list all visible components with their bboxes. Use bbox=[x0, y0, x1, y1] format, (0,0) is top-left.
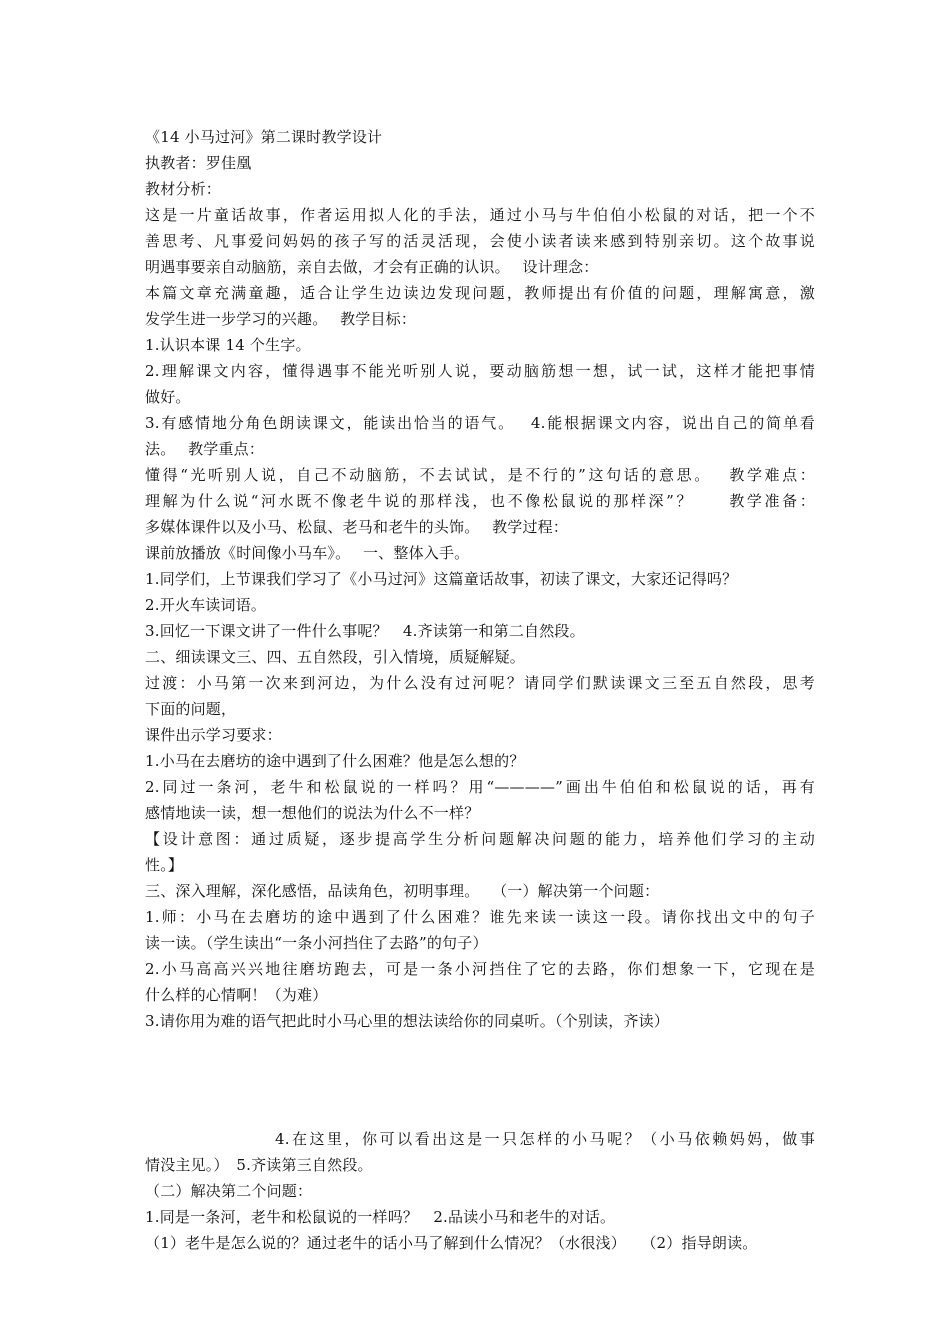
list-item: 2.理解课文内容，懂得遇事不能光听别人说，要动脑筋想一想，试一试，这样才能把事情 bbox=[145, 362, 815, 380]
list-item: 2.同过一条河，老牛和松鼠说的一样吗？用“————”画出牛伯伯和松鼠说的话，再有 bbox=[145, 778, 815, 796]
text-line: 多媒体课件以及小马、松鼠、老马和老牛的头饰。 教学过程： bbox=[145, 518, 569, 536]
list-item: 1.同学们，上节课我们学习了《小马过河》这篇童话故事，初读了课文，大家还记得吗？ bbox=[145, 570, 738, 588]
text-line: 发学生进一步学习的兴趣。 教学目标： bbox=[145, 310, 417, 328]
text-line: 下面的问题， bbox=[145, 700, 237, 718]
section-heading: 二、细读课文三、四、五自然段，引入情境，质疑解疑。 bbox=[145, 648, 526, 666]
list-item: 1.小马在去磨坊的途中遇到了什么困难？他是怎么想的？ bbox=[145, 752, 525, 770]
text-line: 明遇事要亲自动脑筋，亲自去做，才会有正确的认识。 设计理念： bbox=[145, 258, 599, 276]
text-line: 这是一片童话故事，作者运用拟人化的手法，通过小马与牛伯伯小松鼠的对话，把一个不 bbox=[145, 206, 815, 224]
list-item: 3.有感情地分角色朗读课文，能读出恰当的语气。 4.能根据课文内容，说出自己的简单看 bbox=[145, 414, 815, 432]
list-item: 1.师：小马在去磨坊的途中遇到了什么困难？谁先来读一读这一段。请你找出文中的句子 bbox=[145, 908, 815, 926]
list-item: 2.开火车读词语。 bbox=[145, 596, 267, 614]
text-line: 什么样的心情啊！（为难） bbox=[145, 986, 328, 1004]
text-line: 过渡：小马第一次来到河边，为什么没有过河呢？请同学们默读课文三至五自然段，思考 bbox=[145, 674, 815, 692]
text-line: 本篇文章充满童趣，适合让学生边读边发现问题，教师提出有价值的问题，理解寓意，激 bbox=[145, 284, 815, 302]
list-item: 1.认识本课 14 个生字。 bbox=[145, 336, 311, 354]
list-item: （1）老牛是怎么说的？通过老牛的话小马了解到什么情况？（水很浅） （2）指导朗读。 bbox=[145, 1234, 758, 1252]
text-line: 善思考、凡事爱问妈妈的孩子写的活灵活现，会使小读者读来感到特别亲切。这个故事说 bbox=[145, 232, 815, 250]
text-line: 性。】 bbox=[145, 856, 184, 874]
list-item: 3.回忆一下课文讲了一件什么事呢？ 4.齐读第一和第二自然段。 bbox=[145, 622, 585, 640]
text-line: 法。 教学重点： bbox=[145, 440, 265, 458]
list-item: 3.请你用为难的语气把此时小马心里的想法读给你的同桌听。（个别读，齐读） bbox=[145, 1012, 670, 1030]
section-heading: 教材分析： bbox=[145, 180, 222, 198]
text-line: 情没主见。） 5.齐读第三自然段。 bbox=[145, 1156, 373, 1174]
list-item: 2.小马高高兴兴地往磨坊跑去，可是一条小河挡住了它的去路，你们想象一下，它现在是 bbox=[145, 960, 815, 978]
list-item: 1.同是一条河，老牛和松鼠说的一样吗？ 2.品读小马和老牛的对话。 bbox=[145, 1208, 616, 1226]
teacher-line: 执教者：罗佳凰 bbox=[145, 154, 252, 172]
text-line: 感情地读一读，想一想他们的说法为什么不一样？ bbox=[145, 804, 480, 822]
text-line: 课前放播放《时间像小马车》。 一、整体入手。 bbox=[145, 544, 470, 562]
design-intent: 【设计意图：通过质疑，逐步提高学生分析问题解决问题的能力，培养他们学习的主动 bbox=[145, 830, 815, 848]
text-line: 读一读。（学生读出“一条小河挡住了去路”的句子） bbox=[145, 934, 488, 952]
text-line: 懂得“光听别人说，自己不动脑筋，不去试试，是不行的”这句话的意思。 教学难点： bbox=[145, 466, 815, 484]
list-item: 4.在这里，你可以看出这是一只怎样的小马呢？（小马依赖妈妈，做事 bbox=[275, 1130, 815, 1148]
text-line: 课件出示学习要求： bbox=[145, 726, 282, 744]
doc-title: 《14 小马过河》第二课时教学设计 bbox=[145, 128, 383, 146]
section-heading: 三、深入理解，深化感悟，品读角色，初明事理。 （一）解决第一个问题： bbox=[145, 882, 660, 900]
text-line: 做好。 bbox=[145, 388, 191, 406]
section-heading: （二）解决第二个问题： bbox=[145, 1182, 313, 1200]
text-line: 理解为什么说“河水既不像老牛说的那样浅，也不像松鼠说的那样深”？ 教学准备： bbox=[145, 492, 815, 510]
